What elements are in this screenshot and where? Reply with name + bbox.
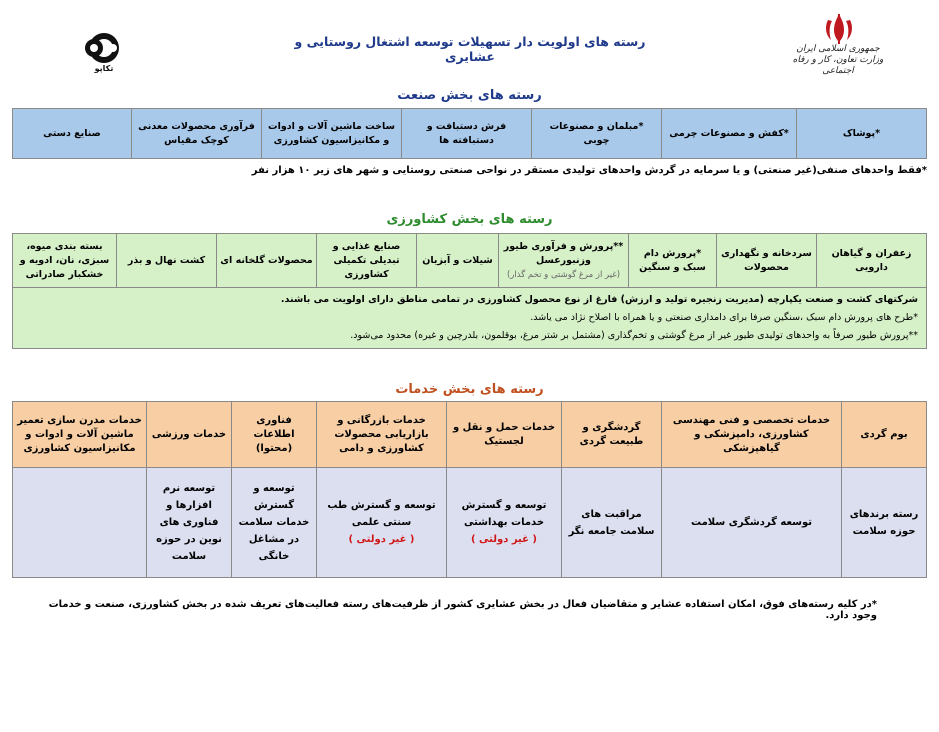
services-section-title: رسته های بخش خدمات [395, 382, 544, 397]
ministry-line-1: جمهوری اسلامی ایران [796, 44, 880, 54]
logo-text: تکاپو [94, 64, 114, 73]
industry-item: *کفش و مصنوعات چرمی [662, 109, 797, 159]
agriculture-item: بسته بندی میوه، سبزی، نان، ادویه و خشکبار صادراتی [13, 234, 117, 288]
industry-item: فرآوری محصولات معدنی کوچک مقیاس [132, 109, 262, 159]
services-header: خدمات مدرن سازی تعمیر ماشین آلات و ادوات و مکانیزاسیون کشاورزی [13, 402, 147, 468]
agriculture-table [12, 233, 927, 349]
services-cell: توسعه نرم افزارها و فناوری های نوین در حوزه سلامت [147, 468, 232, 578]
services-header: خدمات بازرگانی و بازاریابی محصولات کشاورزی و دامی [317, 402, 447, 468]
agriculture-note: **پرورش طیور صرفاً به واحدهای تولیدی طیور غیر از مرغ گوشتی و تخم‌گذاری (مشتمل بر شتر مرغ، بوقلمون، بلدرچین و غیره) محدود می‌شود. [350, 330, 918, 341]
services-header: خدمات حمل و نقل و لجستیک [447, 402, 562, 468]
iran-emblem-icon [819, 12, 859, 46]
services-cell: مراقبت های سلامت جامعه نگر [562, 468, 662, 578]
services-header: بوم گردی [842, 402, 927, 468]
agriculture-item: شیلات و آبزیان [417, 234, 499, 288]
services-cell: توسعه گردشگری سلامت [662, 468, 842, 578]
agriculture-note: شرکتهای کشت و صنعت یکپارچه (مدیریت زنجیره تولید و ارزش) فارغ از نوع محصول کشاورزی در تمامی مناطق دارای اولویت می باشند. [280, 294, 918, 305]
services-cell: رسته برندهای حوزه سلامت [842, 468, 927, 578]
services-cell: توسعه و گسترش خدمات سلامت در مشاغل خانگی [232, 468, 317, 578]
agriculture-item: کشت نهال و بذر [117, 234, 217, 288]
services-cell: توسعه و گسترش طب سنتی علمی ( غیر دولتی ) [317, 468, 447, 578]
services-header: خدمات ورزشی [147, 402, 232, 468]
agriculture-item: صنایع غذایی و تبدیلی تکمیلی کشاورزی [317, 234, 417, 288]
services-header: فناوری اطلاعات (محتوا) [232, 402, 317, 468]
ministry-line-2: وزارت تعاون، کار و رفاه اجتماعی [792, 55, 884, 76]
agriculture-item: زعفران و گیاهان دارویی [817, 234, 927, 288]
agriculture-item: محصولات گلخانه ای [217, 234, 317, 288]
services-cell: توسعه و گسترش خدمات بهداشتی ( غیر دولتی ) [447, 468, 562, 578]
services-cell-empty [13, 468, 147, 578]
services-header: خدمات تخصصی و فنی مهندسی کشاورزی، دامپزشکی و گیاهپزشکی [662, 402, 842, 468]
industry-item: صنایع دستی [13, 109, 132, 159]
industry-item: *پوشاک [797, 109, 927, 159]
agriculture-item: *پرورش دام سبک و سنگین [629, 234, 717, 288]
industry-item: فرش دستبافت و دستبافته ها [402, 109, 532, 159]
services-table [12, 401, 927, 578]
agriculture-item: سردخانه و نگهداری محصولات [717, 234, 817, 288]
industry-note: *فقط واحدهای صنفی(غیر صنعتی) و یا سرمایه در گردش واحدهای تولیدی مستقر در نواحی صنعتی روستایی و شهر های زیر ۱۰ هزار نفر [251, 165, 927, 176]
agriculture-section-title: رسته های بخش کشاورزی [386, 212, 553, 227]
industry-section-title: رسته های بخش صنعت [397, 88, 542, 103]
industry-table [12, 108, 927, 159]
agriculture-item: **پرورش و فرآوری طیور وزنبورعسل (غیر از مرغ گوشتی و تخم گذار) [499, 234, 629, 288]
final-note: *در کلیه رسته‌های فوق، امکان استفاده عشایر و متقاضیان فعال در بخش عشایری کشور از ظرفیت‌های رسته فعالیت‌های تعریف شده در بخش کشاورزی، صنعت و خدمات وجود دارد. [48, 599, 877, 621]
agriculture-notes [13, 288, 927, 349]
industry-item: *مبلمان و مصنوعات چوبی [532, 109, 662, 159]
industry-item: ساخت ماشین آلات و ادوات و مکانیزاسیون کشاورزی [262, 109, 402, 159]
page-title: رسته های اولویت دار تسهیلات توسعه اشتغال روستایی و عشایری [294, 34, 646, 64]
agriculture-note: *طرح های پرورش دام سبک ،سنگین صرفا برای دامداری صنعتی و یا همراه با اصلاح نژاد می یاشد. [530, 312, 918, 323]
services-header: گردشگری و طبیعت گردی [562, 402, 662, 468]
ministry-text [783, 44, 893, 77]
